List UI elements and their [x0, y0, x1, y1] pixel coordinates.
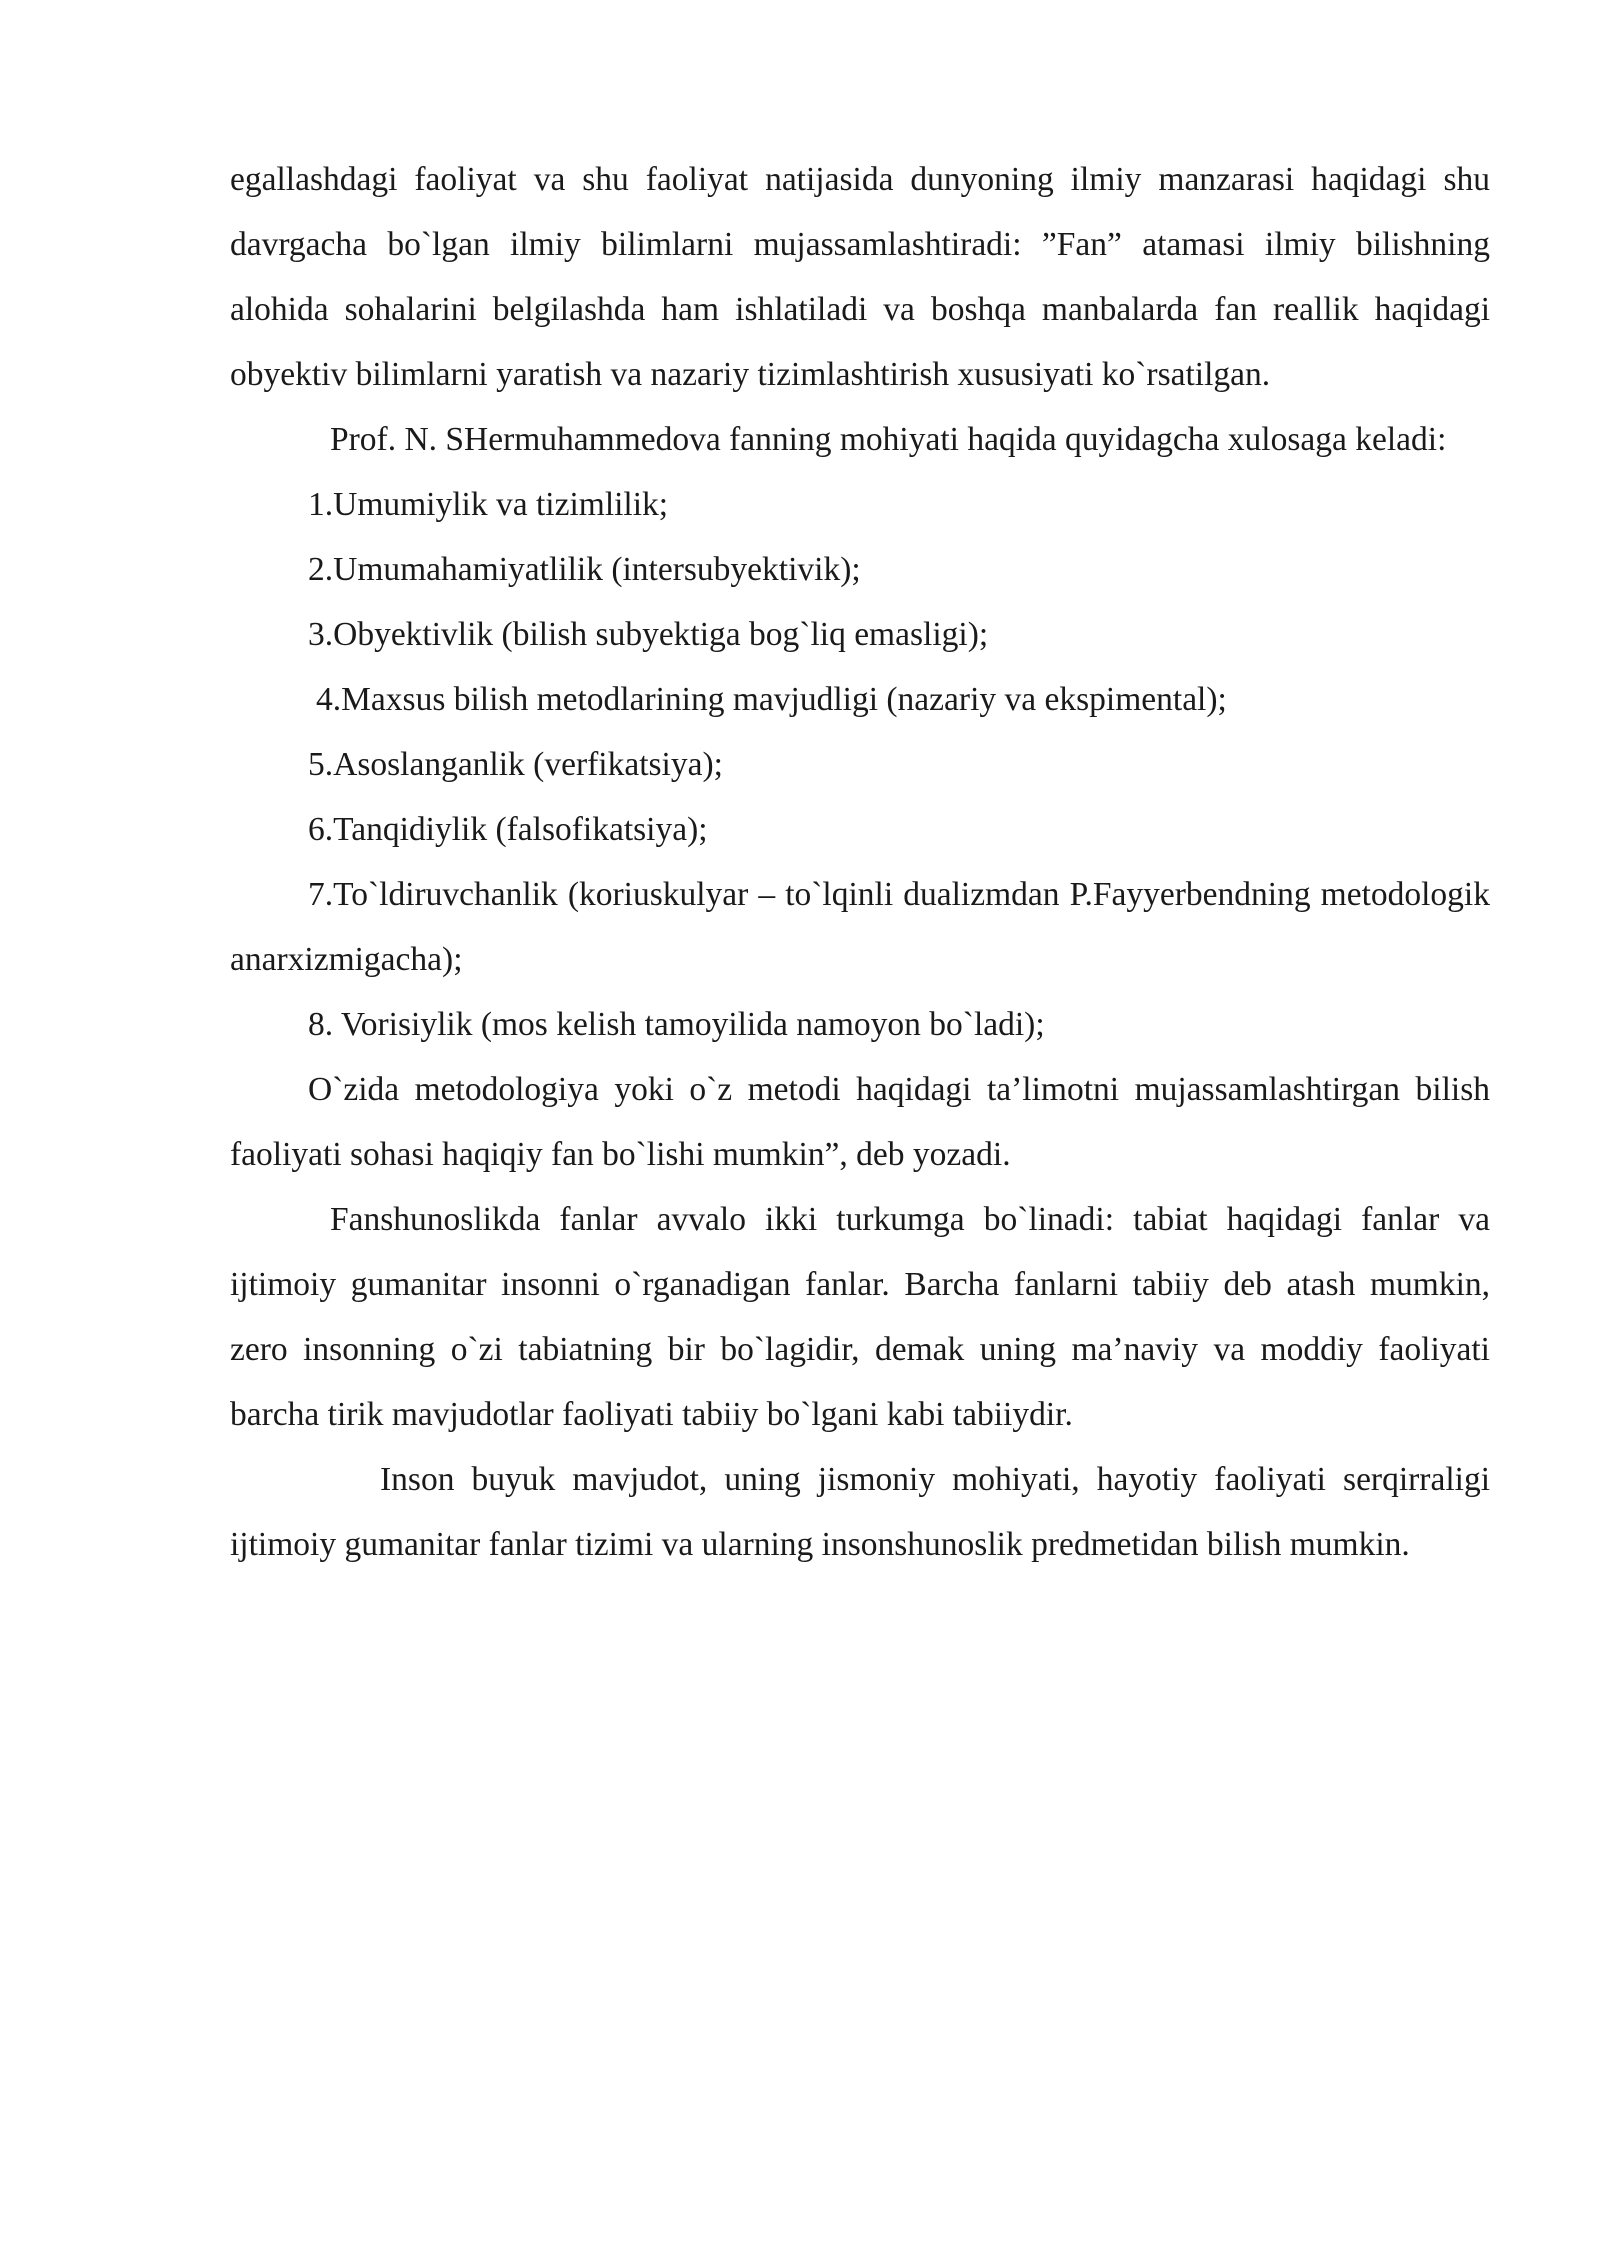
list-item-4: 4.Maxsus bilish metodlarining mavjudligi (nazariy va ekspimental); — [316, 681, 1227, 718]
paragraph-continuation: egallashdagi faoliyat va shu faoliyat natijasida dunyoning ilmiy manzarasi haqidagi shu davrgacha bo`lgan ilmiy bilimlarni mujassamlashtiradi: ”Fan” atamasi ilmiy bilishning alohida sohalarini belgilashda ham ishlatiladi va boshqa manbalarda fan reallik haqidagi obyektiv bilimlarni yaratish va nazariy tizimlashtirish xususiyati ko`rsatilgan. — [230, 161, 1490, 393]
list-item-3: 3.Obyektivlik (bilish subyektiga bog`liq emasligi); — [308, 616, 989, 653]
list-item-1: 1.Umumiylik va tizimlilik; — [308, 486, 669, 523]
paragraph-human-being: Inson buyuk mavjudot, uning jismoniy mohiyati, hayotiy faoliyati serqirraligi ijtimoiy gumanitar fanlar tizimi va ularning insonshunoslik predmetidan bilish mumkin. — [230, 1461, 1490, 1563]
paragraph-science-types: Fanshunoslikda fanlar avvalo ikki turkumga bo`linadi: tabiat haqidagi fanlar va ijtimoiy gumanitar insonni o`rganadigan fanlar. Barcha fanlarni tabiiy deb atash mumkin, zero insonning o`zi tabiatning bir bo`lagidir, demak uning ma’naviy va moddiy faoliyati barcha tirik mavjudotlar faoliyati tabiiy bo`lgani kabi tabiiydir. — [230, 1201, 1490, 1433]
list-item-7: 7.To`ldiruvchanlik (koriuskulyar – to`lqinli dualizmdan P.Fayyerbendning metodologik anarxizmigacha); — [230, 876, 1490, 978]
paragraph-author-conclusion: Prof. N. SHermuhammedova fanning mohiyati haqida quyidagcha xulosaga keladi: — [330, 421, 1447, 458]
list-item-5: 5.Asoslanganlik (verfikatsiya); — [308, 746, 723, 783]
list-item-2: 2.Umumahamiyatlilik (intersubyektivik); — [308, 551, 861, 588]
document-body — [230, 147, 1490, 1577]
list-item-8: 8. Vorisiylik (mos kelish tamoyilida namoyon bo`ladi); — [308, 1006, 1045, 1043]
list-item-6: 6.Tanqidiylik (falsofikatsiya); — [308, 811, 708, 848]
paragraph-quote-end: O`zida metodologiya yoki o`z metodi haqidagi ta’limotni mujassamlashtirgan bilish faoliyati sohasi haqiqiy fan bo`lishi mumkin”, deb yozadi. — [230, 1071, 1490, 1173]
